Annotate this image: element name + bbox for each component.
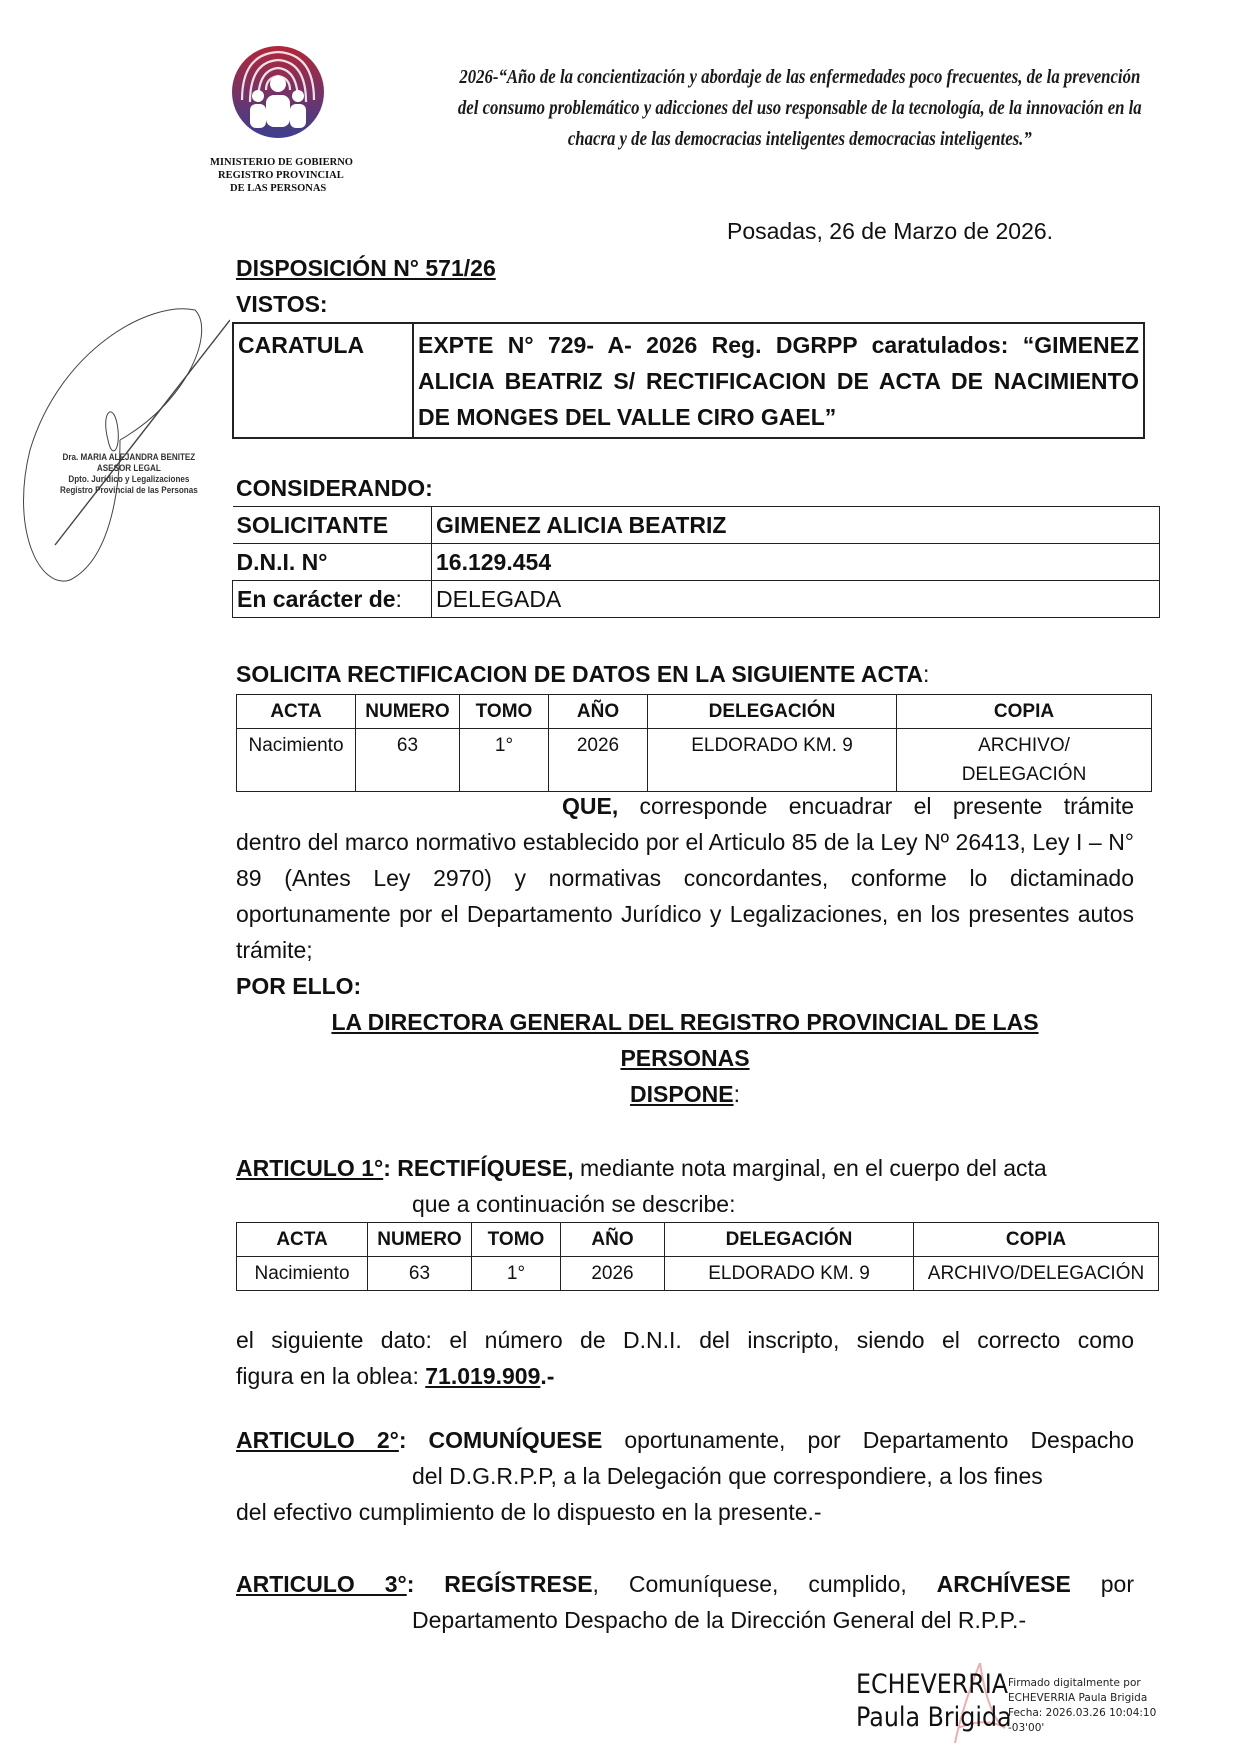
table-row [233,323,1144,438]
acta-table-solicitud [236,694,1152,792]
caratula-table [232,322,1145,439]
table-row [233,581,1160,618]
por-ello-label: POR ELLO: [236,973,362,999]
caratula-value: EXPTE N° 729- A- 2026 Reg. DGRPP caratulados: “GIMENEZ ALICIA BEATRIZ S/ RECTIFICACION DE ACTA DE NACIMIENTO DE MONGES DEL VALLE CIRO GAEL” [418,332,1139,430]
document-date: Posadas, 26 de Marzo de 2026. [727,218,1054,244]
table-row [233,507,1160,544]
considerando-label: CONSIDERANDO: [236,475,433,501]
solicitante-value: GIMENEZ ALICIA BEATRIZ [432,507,1160,544]
dni-value: 16.129.454 [432,544,1160,581]
table-header-row: ACTA NUMERO TOMO AÑO DELEGACIÓN COPIA [237,695,1152,729]
disposition-title: DISPOSICIÓN N° 571/26 [236,255,496,281]
table-header-row: ACTA NUMERO TOMO AÑO DELEGACIÓN COPIA [237,1223,1159,1257]
year-motto: 2026-“Año de la concientización y abordaje de las enfermedades poco frecuentes, de la prevención del consumo problemático y adicciones del uso responsable de la tecnología, de la innovación en la chacra y de las democracias inteligentes democracias inteligentes.” [457,67,1142,150]
solicita-heading: SOLICITA RECTIFICACION DE DATOS EN LA SIGUIENTE ACTA: [236,661,930,687]
table-row [233,544,1160,581]
handwritten-signature-icon [0,290,230,590]
legal-advisor-stamp: Dra. MARIA ALEJANDRA BENITEZ ASESOR LEGAL Dpto. Jurídico y Legalizaciones Registro Provincial de las Personas [60,452,198,495]
solicitante-table [232,506,1160,618]
articulo-1: ARTICULO 1°: RECTIFÍQUESE, mediante nota marginal, en el cuerpo del acta que a continuación se describe: [236,1155,1047,1217]
caracter-label: En carácter de: [233,581,432,618]
dni-label: D.N.I. N° [233,544,432,581]
acta-table-rectificacion [236,1222,1159,1291]
caracter-value: DELEGADA [432,581,1160,618]
fingerprint-logo-icon [228,40,328,150]
table-row: Nacimiento 63 1° 2026 ELDORADO KM. 9 ARCHIVO/ DELEGACIÓN [237,729,1152,792]
table-row: Nacimiento 63 1° 2026 ELDORADO KM. 9 ARCHIVO/DELEGACIÓN [237,1257,1159,1291]
vistos-label: VISTOS: [236,291,328,317]
articulo-3: ARTICULO 3°: REGÍSTRESE, Comuníquese, cumplido, ARCHÍVESE por Departamento Despacho de la Dirección General del R.P.P.- [236,1571,1134,1633]
correct-dni: 71.019.909 [425,1363,541,1389]
authority-heading: LA DIRECTORA GENERAL DEL REGISTRO PROVINCIAL DE LAS PERSONAS DISPONE: [331,1009,1039,1107]
que-paragraph: QUE, corresponde encuadrar el presente trámite dentro del marco normativo establecido por el Articulo 85 de la Ley Nº 26413, Ley I – N° 89 (Antes Ley 2970) y normativas concordantes, conforme lo dictaminado oportunamente por el Departamento Jurídico y Legalizaciones, en los presentes autos trámite; [236,793,1134,963]
organization-name: MINISTERIO DE GOBIERNO REGISTRO PROVINCIAL DE LAS PERSONAS [210,157,353,194]
articulo-2: ARTICULO 2°: COMUNÍQUESE oportunamente, por Departamento Despacho del D.G.R.P.P, a la Delegación que correspondiere, a los fines del efectivo cumplimiento de lo dispuesto en la presente.- [236,1427,1135,1525]
caratula-label: CARATULA [233,323,413,438]
solicitante-label: SOLICITANTE [233,507,432,544]
digital-signature-name: ECHEVERRIA Paula Brigida [856,1669,1012,1733]
articulo-1-continuation: el siguiente dato: el número de D.N.I. del inscripto, siendo el correcto como figura en la oblea: 71.019.909.- [236,1327,1134,1389]
digital-signature-info: Firmado digitalmente por ECHEVERRIA Paula Brigida Fecha: 2026.03.26 10:04:10 -03'00' [1008,1677,1157,1734]
